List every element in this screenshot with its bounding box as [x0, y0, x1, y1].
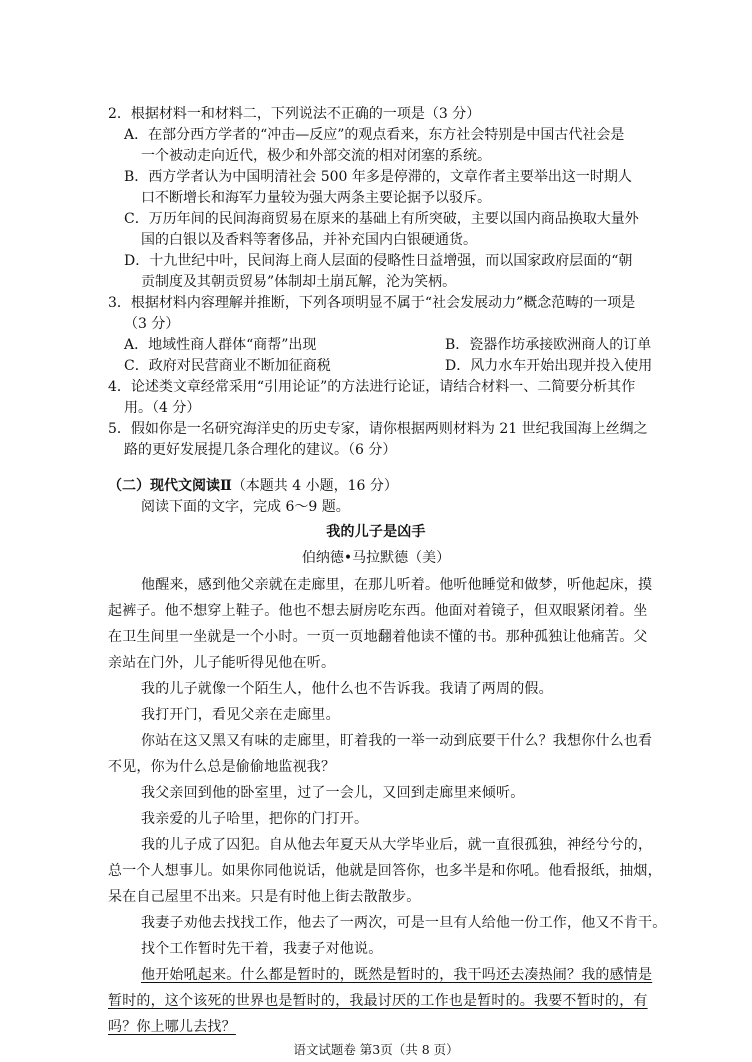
q2-option-c-line2: 国的白银以及香料等奢侈品，并补充国内白银硬通货。: [141, 232, 477, 248]
q2-option-d-line1: D．十九世纪中叶，民间海上商人层面的侵略性日益增强，而以国家政府层面的“朝: [124, 253, 633, 269]
article-line: 总一个人想事儿。如果你同他说话，他就是回答你，也多半是和你吼。他看报纸，抽烟，: [108, 863, 662, 879]
article-title: 我的儿子是凶手: [326, 524, 426, 540]
question-2-stem: 2．根据材料一和材料二，下列说法不正确的一项是（3 分）: [108, 106, 481, 122]
article-line: 不见，你为什么总是偷偷地监视我？: [108, 759, 336, 775]
q2-option-b-line2: 口不断增长和海军力量较为强大两条主要论据予以驳斥。: [141, 190, 491, 206]
article-line: 找个工作暂时先干着，我妻子对他说。: [141, 941, 383, 957]
question-3-stem-line2: （3 分）: [124, 316, 180, 332]
question-4-line1: 4．论述类文章经常采用“引用论证”的方法进行论证，请结合材料一、二简要分析其作: [108, 379, 636, 395]
question-4-line2: 用。（4 分）: [124, 400, 201, 416]
q2-option-a-line2: 一个被动走向近代，极少和外部交流的相对闭塞的系统。: [141, 148, 491, 164]
q2-option-b-line1: B．西方学者认为中国明清社会 500 年多是停滞的，文章作者主要举出这一时期人: [124, 169, 632, 185]
section-heading-bold: （二）现代文阅读Ⅱ: [108, 478, 232, 494]
article-line: 我打开门，看见父亲在走廊里。: [141, 707, 340, 723]
article-line: 在卫生间里一坐就是一个小时。一页一页地翻着他读不懂的书。那种孤独让他痛苦。父: [108, 629, 648, 645]
question-5-line1: 5．假如你是一名研究海洋史的历史专家，请你根据两则材料为 21 世纪我国海上丝绸之: [108, 421, 648, 437]
article-line: 他醒来，感到他父亲就在走廊里，在那儿听着。他听他睡觉和做梦，听他起床，摸: [141, 577, 653, 593]
article-line-underlined: 暂时的，这个该死的世界也是暂时的，我最讨厌的工作也是暂时的。我要不暂时的，有: [108, 993, 648, 1009]
article-line: 我父亲回到他的卧室里，过了一会儿，又回到走廊里来倾听。: [141, 785, 525, 801]
article-line: 你站在这又黑又有味的走廊里，盯着我的一举一动到底要干什么？我想你什么也看: [141, 733, 653, 749]
section-heading-rest: （本题共 4 小题，16 分）: [231, 478, 398, 494]
article-line: 我亲爱的儿子哈里，把你的门打开。: [141, 811, 369, 827]
question-3-stem-line1: 3．根据材料内容理解并推断，下列各项明显不属于“社会发展动力”概念范畴的一项是: [108, 295, 636, 311]
q3-option-d: D．风力水车开始出现并投入使用: [445, 358, 653, 374]
q2-option-d-line2: 贡制度及其朝贡贸易”体制却土崩瓦解，沦为笑柄。: [141, 274, 457, 290]
article-line: 起裤子。他不想穿上鞋子。他也不想去厨房吃东西。他面对着镜子，但双眼紧闭着。坐: [108, 603, 648, 619]
article-line: 呆在自己屋里不出来。只是有时他上街去散散步。: [108, 889, 421, 905]
article-line: 亲站在门外，儿子能听得见他在听。: [108, 655, 336, 671]
q3-option-a: A．地域性商人群体“商帮”出现: [124, 337, 317, 353]
page-footer: 语文试题卷 第3页（共 8 页）: [293, 1042, 459, 1057]
article-line-underlined: 吗？你上哪儿去找？: [108, 1019, 236, 1035]
q3-option-c: C．政府对民营商业不断加征商税: [124, 358, 331, 374]
article-line-underlined: 他开始吼起来。什么都是暂时的，既然是暂时的，我干吗还去凑热闹？我的感情是: [141, 967, 653, 983]
article-author: 伯纳德•马拉默德（美）: [301, 550, 451, 566]
section-heading: [108, 476, 398, 496]
q2-option-c-line1: C．万历年间的民间海商贸易在原来的基础上有所突破，主要以国内商品换取大量外: [124, 211, 639, 227]
article-line: 我的儿子成了囚犯。自从他去年夏天从大学毕业后，就一直很孤独，神经兮兮的，: [141, 837, 653, 853]
section-instruction: 阅读下面的文字，完成 6～9 题。: [141, 499, 350, 515]
article-line: 我妻子劝他去找找工作，他去了一两次，可是一旦有人给他一份工作，他又不肯干。: [141, 915, 667, 931]
q2-option-a-line1: A．在部分西方学者的“冲击—反应”的观点看来，东方社会特别是中国古代社会是: [124, 127, 625, 143]
q3-option-b: B．瓷器作坊承接欧洲商人的订单: [445, 337, 652, 353]
question-5-line2: 路的更好发展提几条合理化的建议。（6 分）: [124, 442, 397, 458]
article-line: 我的儿子就像一个陌生人，他什么也不告诉我。我请了两周的假。: [141, 681, 553, 697]
